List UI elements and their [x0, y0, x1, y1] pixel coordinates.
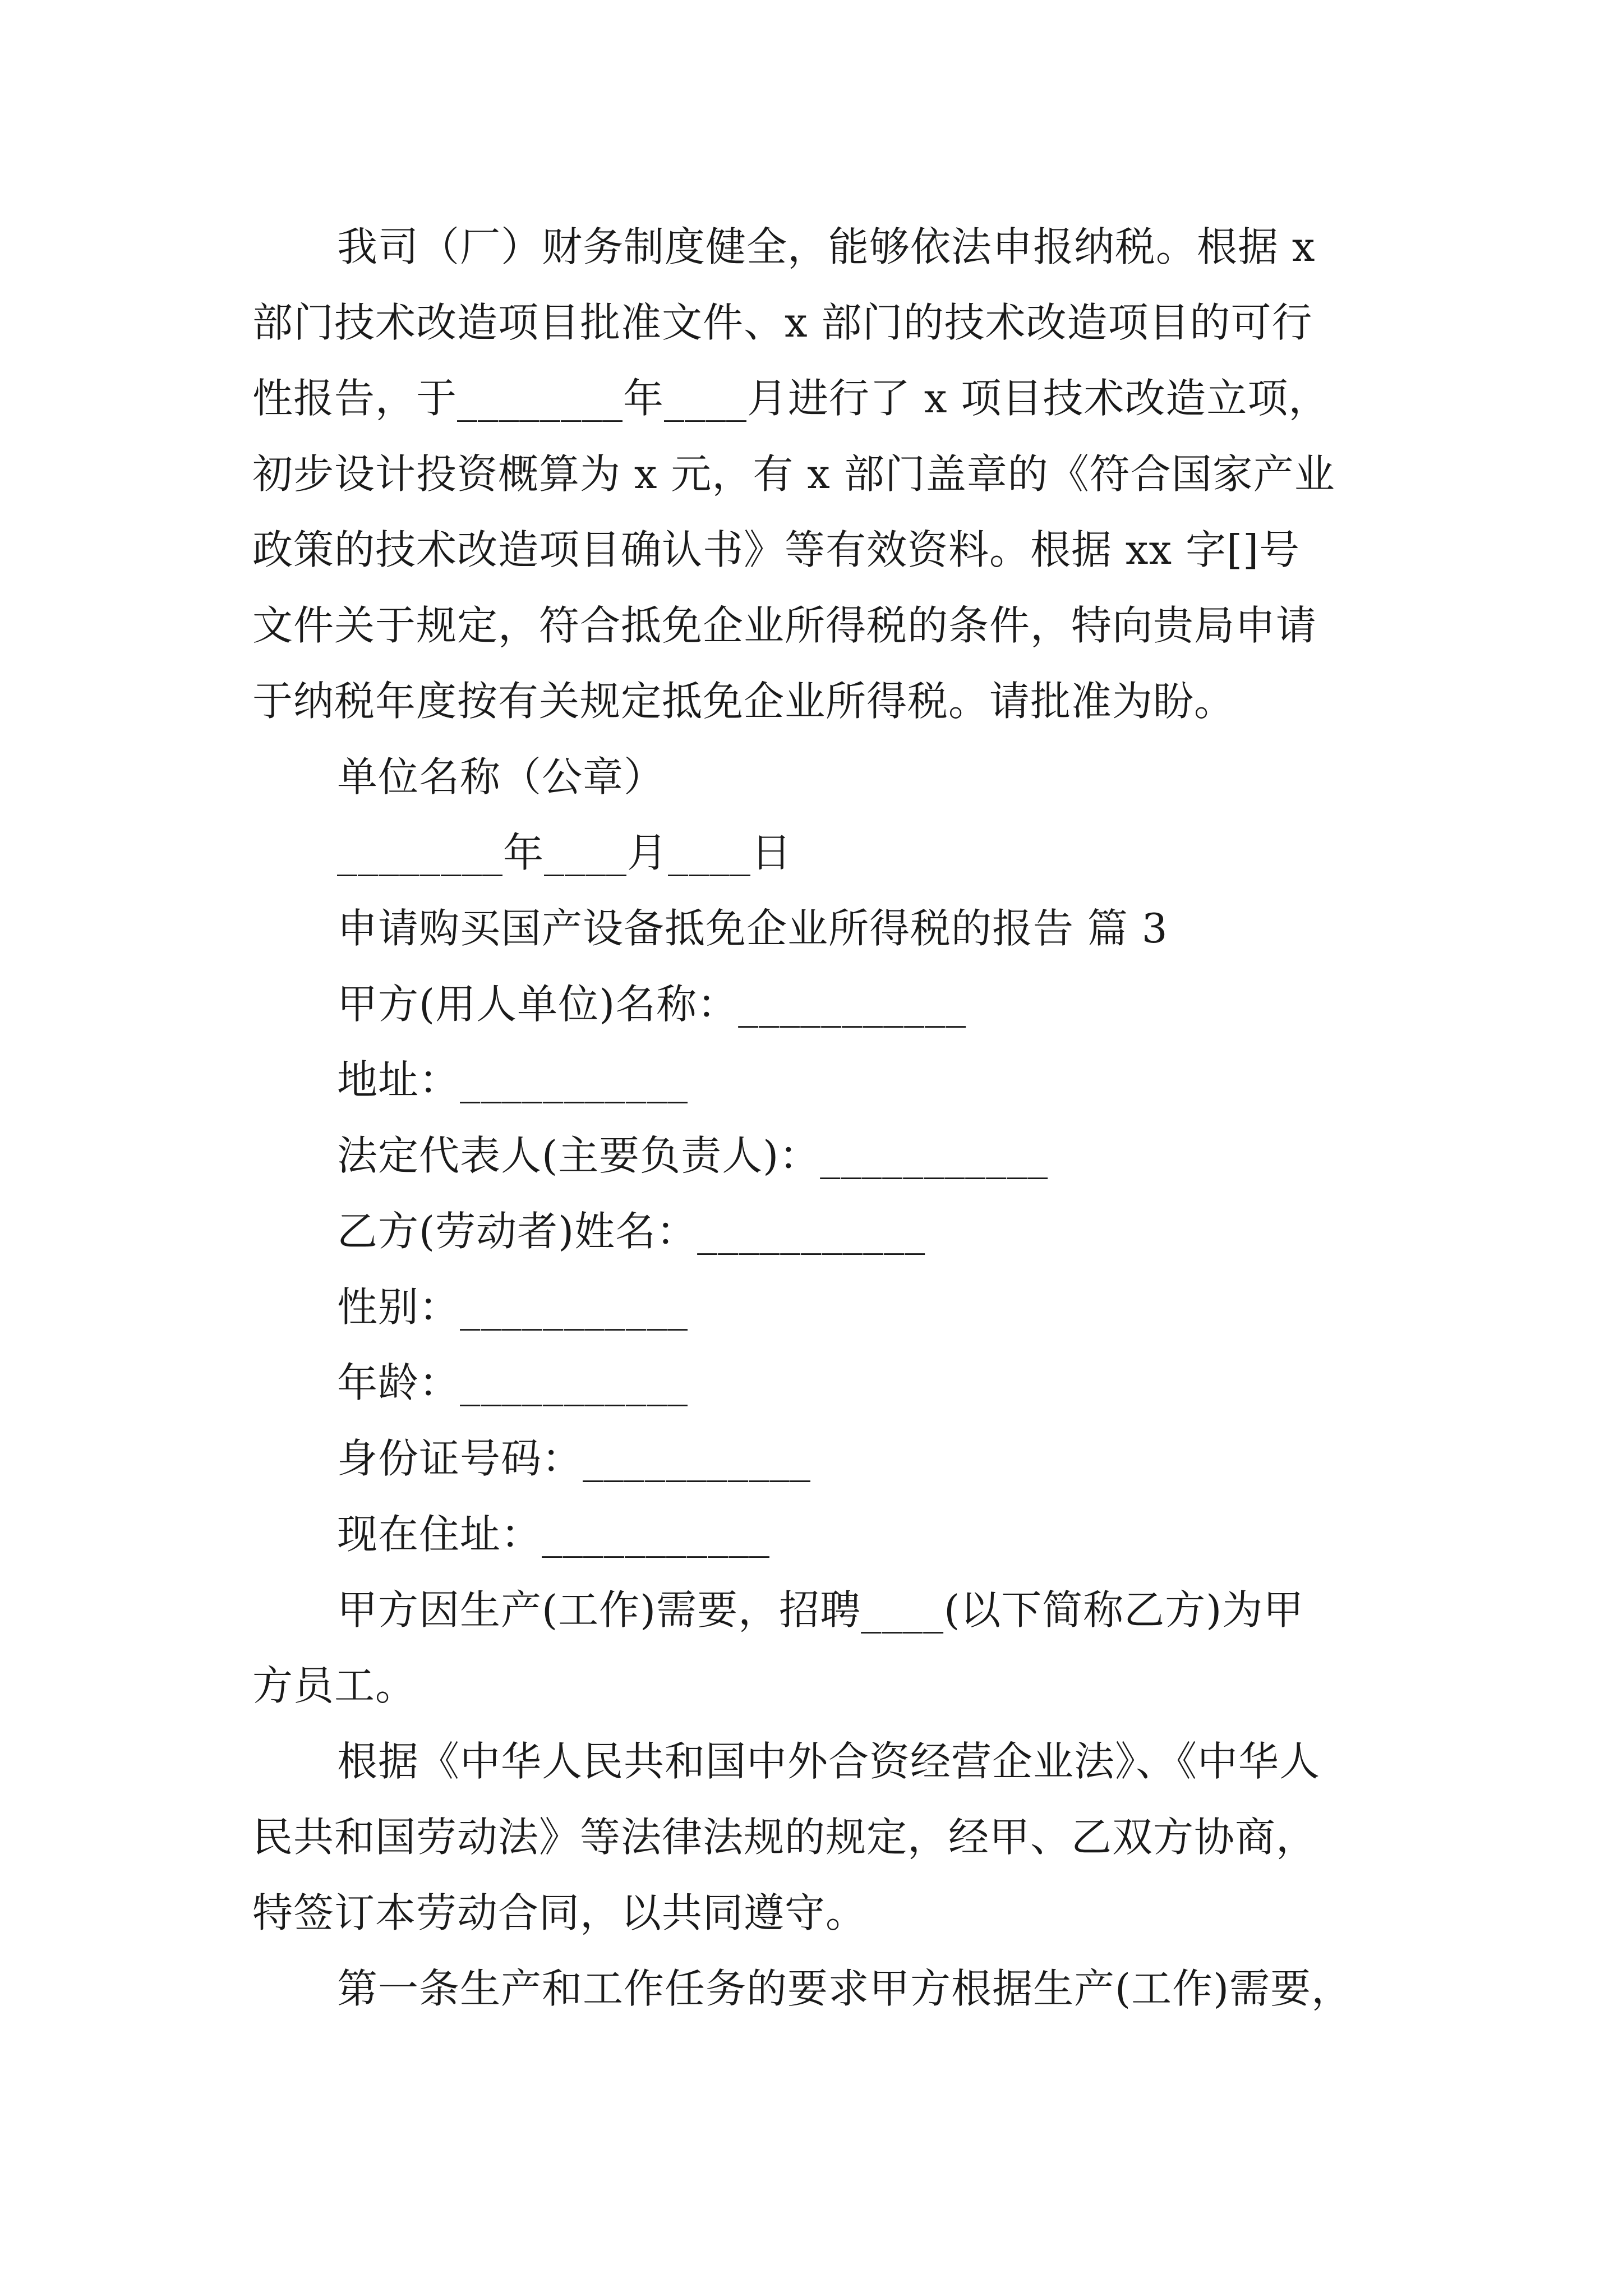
form-field-id-number: 身份证号码：___________ [337, 1435, 811, 1482]
paragraph-line: 于纳税年度按有关规定抵免企业所得税。请批准为盼。 [252, 678, 1235, 725]
paragraph-line: 部门技术改造项目批准文件、x 部门的技术改造项目的可行 [252, 299, 1313, 346]
paragraph-line: 第一条生产和工作任务的要求甲方根据生产(工作)需要， [337, 1965, 1353, 2012]
paragraph-line: 甲方因生产(工作)需要，招聘____(以下简称乙方)为甲 [337, 1586, 1304, 1634]
form-field-address: 地址：___________ [337, 1056, 689, 1103]
form-field-employer-name: 甲方(用人单位)名称：___________ [337, 981, 967, 1028]
form-field-gender: 性别：___________ [337, 1283, 689, 1331]
paragraph-line: 性报告，于________年____月进行了 x 项目技术改造立项， [252, 375, 1330, 422]
paragraph-line: 根据《中华人民共和国中外合资经营企业法》、《中华人 [337, 1738, 1321, 1785]
form-field-age: 年龄：___________ [337, 1359, 689, 1406]
form-field-current-address: 现在住址：___________ [337, 1511, 771, 1558]
paragraph-line: 特签订本劳动合同，以共同遵守。 [252, 1889, 867, 1936]
paragraph-line: 政策的技术改造项目确认书》等有效资料。根据 xx 字[]号 [252, 526, 1301, 573]
paragraph-line: 文件关于规定，符合抵免企业所得税的条件，特向贵局申请 [252, 602, 1317, 649]
paragraph-line: 民共和国劳动法》等法律法规的规定，经甲、乙双方协商， [252, 1814, 1317, 1861]
section-title: 申请购买国产设备抵免企业所得税的报告 篇 3 [337, 905, 1168, 952]
signature-date: ________年____月____日 [337, 829, 792, 876]
form-field-employee-name: 乙方(劳动者)姓名：___________ [337, 1208, 926, 1255]
paragraph-line: 初步设计投资概算为 x 元，有 x 部门盖章的《符合国家产业 [252, 450, 1335, 498]
paragraph-line: 我司（厂）财务制度健全，能够依法申报纳税。根据 x [337, 223, 1316, 270]
paragraph-line: 方员工。 [252, 1662, 417, 1709]
form-field-legal-representative: 法定代表人(主要负责人)：___________ [337, 1132, 1049, 1179]
signature-unit-name: 单位名称（公章） [337, 753, 665, 800]
